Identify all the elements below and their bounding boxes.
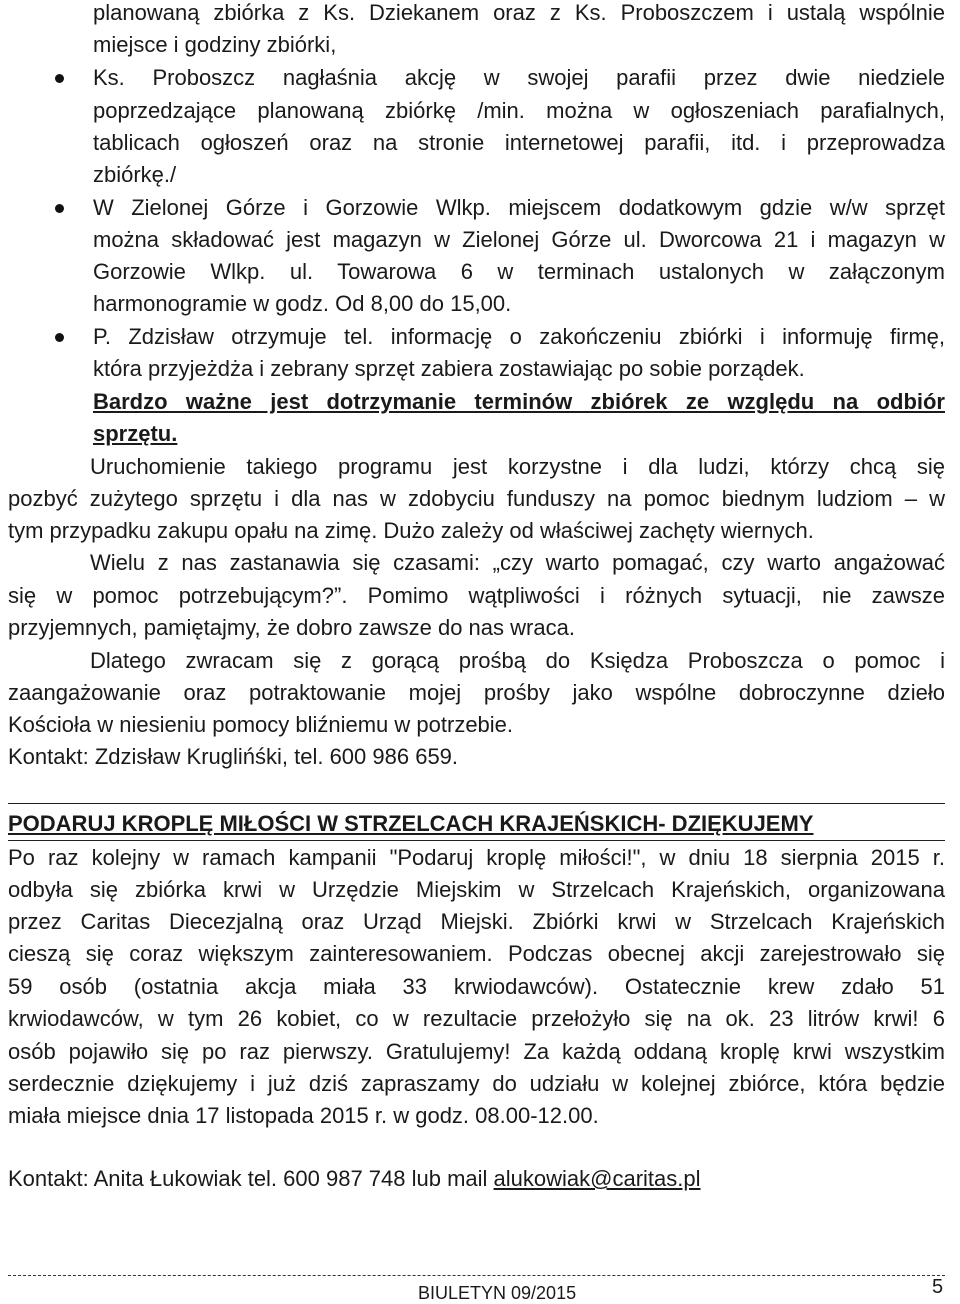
footer-divider	[8, 1275, 945, 1276]
section2-line-4: cieszą się coraz większym zainteresowaniem. Podczas obecnej akcji zarejestrowało się	[8, 941, 945, 966]
section2-line-1: Po raz kolejny w ramach kampanii "Podaruj kroplę miłości!", w dniu 18 sierpnia 2015 r.	[8, 845, 945, 870]
bullet-dot	[55, 333, 64, 342]
paragraph-1-line-1: Uruchomienie takiego programu jest korzystne i dla ludzi, którzy chcą się	[90, 454, 945, 479]
page-number: 5	[932, 1276, 944, 1298]
section2-line-3: przez Caritas Diecezjalną oraz Urząd Miejski. Zbiórki krwi w Strzelcach Krajeńskich	[8, 909, 945, 934]
contact-anita-text: Kontakt: Anita Łukowiak tel. 600 987 748 lub mail	[8, 1166, 494, 1191]
bullet-item-2-line-1: Ks. Proboszcz nagłaśnia akcję w swojej parafii przez dwie niedziele	[93, 65, 945, 90]
paragraph-3-line-3: Kościoła w niesieniu pomocy bliźniemu w potrzebie.	[8, 712, 514, 737]
section2-line-5: 59 osób (ostatnia akcja miała 33 krwiodawców). Ostatecznie krew zdało 51	[8, 974, 945, 999]
bullet-item-1-line-2: miejsce i godziny zbiórki,	[93, 32, 337, 57]
paragraph-2-line-2: się w pomoc potrzebującym?”. Pomimo wątpliwości i różnych sytuacji, nie zawsze	[8, 583, 945, 608]
section2-line-6: krwiodawców, w tym 26 kobiet, co w rezultacie przełożyło się na ok. 23 litrów krwi! 6	[8, 1006, 945, 1031]
bullet-item-3-line-4: harmonogramie w godz. Od 8,00 do 15,00.	[93, 291, 512, 316]
section-title: PODARUJ KROPLĘ MIŁOŚCI W STRZELCACH KRAJEŃSKICH- DZIĘKUJEMY	[8, 811, 814, 836]
bullet-item-2-line-3: tablicach ogłoszeń oraz na stronie internetowej parafii, itd. i przeprowadza	[93, 130, 945, 155]
contact-zdzislaw: Kontakt: Zdzisław Kruglińśki, tel. 600 986 659.	[8, 744, 459, 769]
bullet-item-3-line-3: Gorzowie Wlkp. ul. Towarowa 6 w terminach ustalonych w załączonym	[93, 259, 945, 284]
bullet-item-4-line-1: P. Zdzisław otrzymuje tel. informację o zakończeniu zbiórki i informuję firmę,	[93, 324, 945, 349]
paragraph-1-line-3: tym przypadku zakupu opału na zimę. Dużo zależy od właściwej zachęty wiernych.	[8, 518, 814, 543]
email-link[interactable]: alukowiak@caritas.pl	[493, 1166, 701, 1191]
section2-line-9: miała miejsce dnia 17 listopada 2015 r. w godz. 08.00-12.00.	[8, 1103, 599, 1128]
important-note-line-1: Bardzo ważne jest dotrzymanie terminów zbiórek ze względu na odbiór	[93, 389, 945, 414]
important-note-line-2: sprzętu.	[93, 421, 178, 446]
paragraph-1-line-2: pozbyć zużytego sprzętu i dla nas w zdobyciu funduszy na pomoc biednym ludziom – w	[8, 486, 945, 511]
bullet-item-2-line-2: poprzedzające planowaną zbiórkę /min. można w ogłoszeniach parafialnych,	[93, 98, 945, 123]
section2-line-7: osób pojawiło się po raz pierwszy. Gratulujemy! Za każdą oddaną kroplę krwi wszystkim	[8, 1039, 945, 1064]
bullet-dot	[55, 74, 64, 83]
bullet-item-1-line-1: planowaną zbiórka z Ks. Dziekanem oraz z Ks. Proboszczem i ustalą wspólnie	[93, 0, 945, 25]
bullet-item-2-line-4: zbiórkę./	[93, 162, 177, 187]
bullet-item-4-line-2: która przyjeżdża i zebrany sprzęt zabiera zostawiając po sobie porządek.	[93, 356, 805, 381]
paragraph-2-line-1: Wielu z nas zastanawia się czasami: „czy warto pomagać, czy warto angażować	[90, 550, 945, 575]
title-underline-rule	[8, 840, 945, 841]
paragraph-3-line-1: Dlatego zwracam się z gorącą prośbą do Księdza Proboszcza o pomoc i	[90, 648, 945, 673]
bulletin-label: BIULETYN 09/2015	[418, 1283, 577, 1303]
section2-line-8: serdecznie dziękujemy i już dziś zapraszamy do udziału w kolejnej zbiórce, która będzie	[8, 1071, 945, 1096]
paragraph-2-line-3: przyjemnych, pamiętajmy, że dobro zawsze do nas wraca.	[8, 615, 575, 640]
section-divider	[8, 803, 945, 804]
paragraph-3-line-2: zaangażowanie oraz potraktowanie mojej prośby jako wspólne dobroczynne dzieło	[8, 680, 945, 705]
bullet-dot	[55, 204, 64, 213]
section2-line-2: odbyła się zbiórka krwi w Urzędzie Miejskim w Strzelcach Krajeńskich, organizowana	[8, 877, 945, 902]
contact-anita	[8, 1163, 945, 1195]
bullet-item-3-line-2: można składować jest magazyn w Zielonej Górze ul. Dworcowa 21 i magazyn w	[93, 227, 945, 252]
bullet-item-3-line-1: W Zielonej Górze i Gorzowie Wlkp. miejscem dodatkowym gdzie w/w sprzęt	[93, 195, 945, 220]
